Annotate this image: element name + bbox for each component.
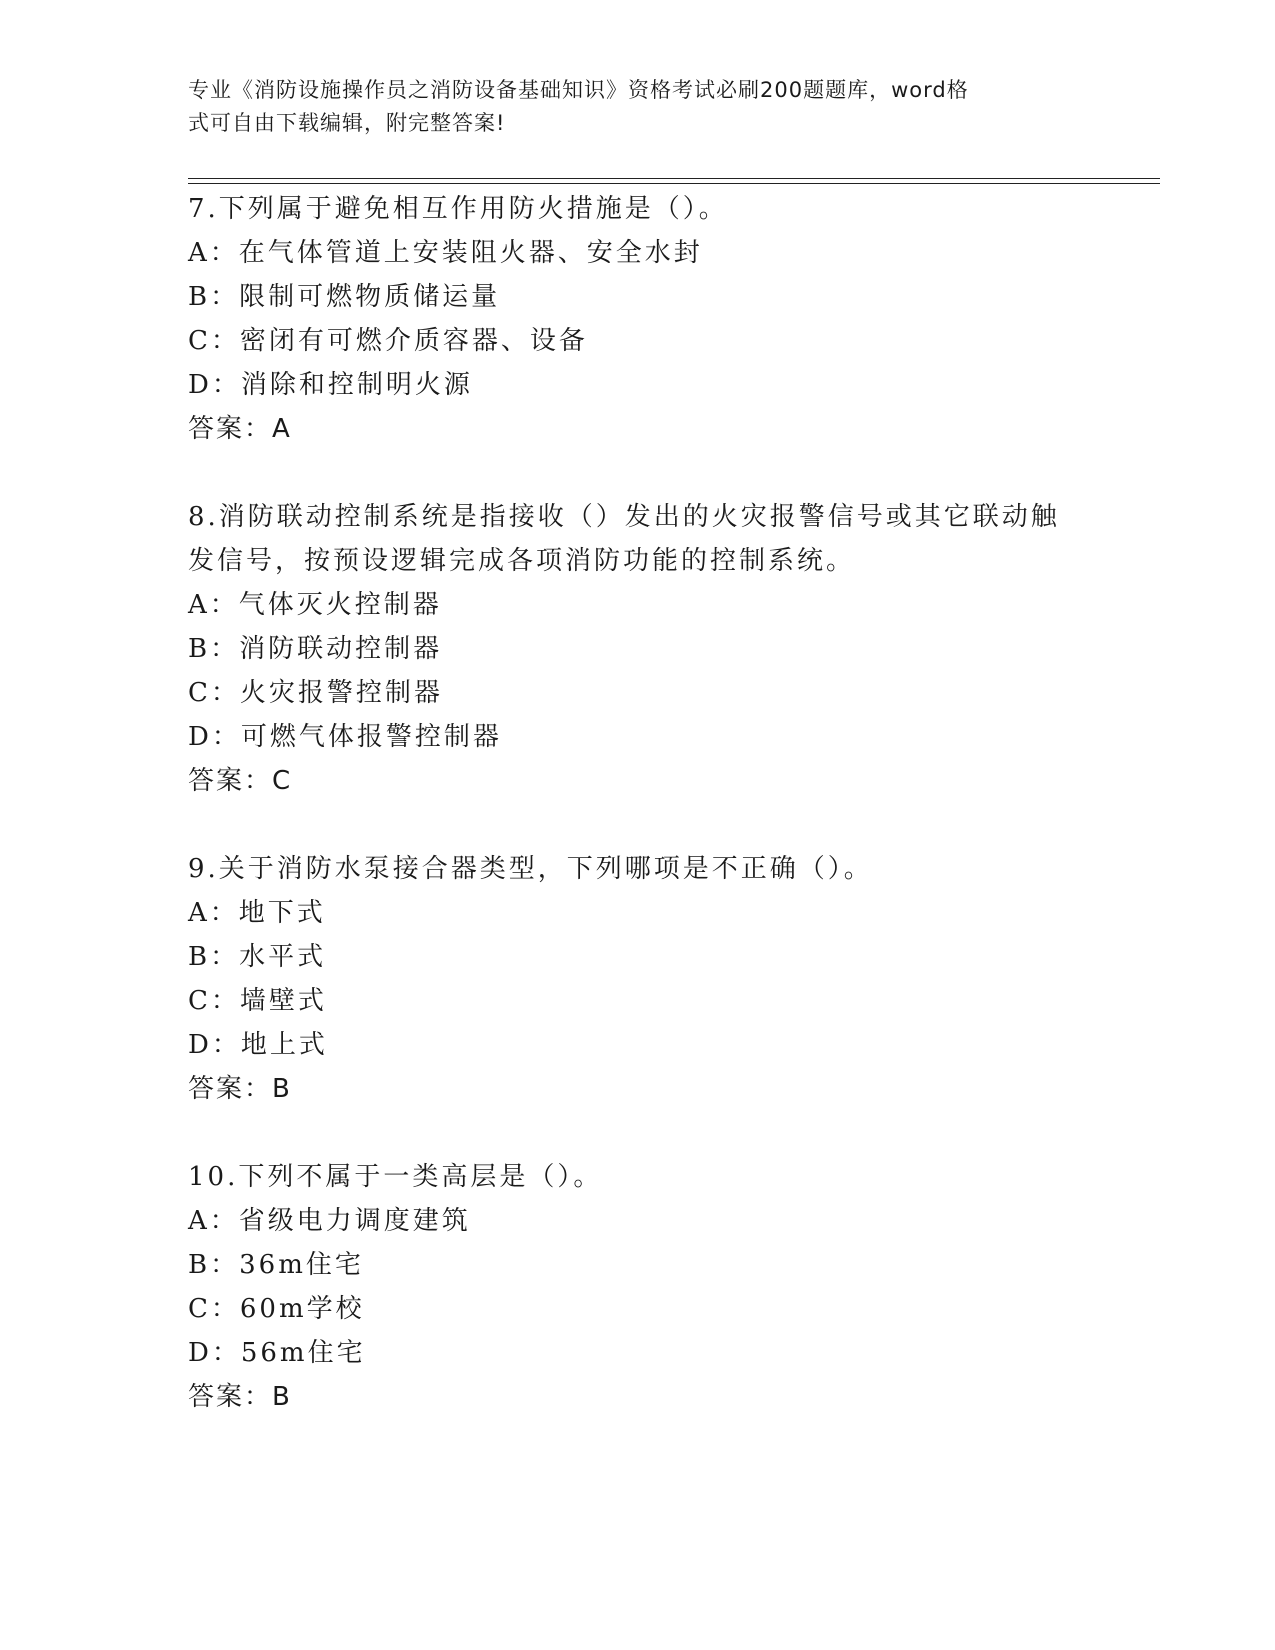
question-7-option-c: C：密闭有可燃介质容器、设备 [188, 326, 588, 356]
question-8-option-b: B：消防联动控制器 [188, 634, 443, 664]
question-8-answer: 答案：C [188, 766, 293, 796]
question-7-option-a: A：在气体管道上安装阻火器、安全水封 [188, 238, 703, 268]
question-9-option-d: D：地上式 [188, 1030, 328, 1060]
question-10-option-c: C：60m学校 [188, 1294, 365, 1324]
header-line-2: 式可自由下载编辑，附完整答案! [188, 111, 506, 135]
question-8-stem-line-2: 发信号，按预设逻辑完成各项消防功能的控制系统。 [188, 546, 856, 576]
question-9-option-c: C：墙壁式 [188, 986, 327, 1016]
question-10-option-a: A：省级电力调度建筑 [188, 1206, 471, 1236]
question-9-stem-line-1: 9.关于消防水泵接合器类型，下列哪项是不正确（）。 [188, 854, 873, 884]
question-8-option-d: D：可燃气体报警控制器 [188, 722, 502, 752]
question-9-answer: 答案：B [188, 1074, 292, 1104]
question-8-stem-line-1: 8.消防联动控制系统是指接收（）发出的火灾报警信号或其它联动触 [188, 502, 1060, 532]
question-7-option-d: D：消除和控制明火源 [188, 370, 473, 400]
question-8-option-c: C：火灾报警控制器 [188, 678, 443, 708]
question-9-option-b: B：水平式 [188, 942, 327, 972]
document-header [188, 74, 1068, 140]
question-10-option-b: B：36m住宅 [188, 1250, 364, 1280]
question-8-option-a: A：气体灭火控制器 [188, 590, 442, 620]
question-9-option-a: A：地下式 [188, 898, 326, 928]
header-line-1: 专业《消防设施操作员之消防设备基础知识》资格考试必刷200题题库，word格 [188, 78, 969, 102]
header-divider-top [188, 178, 1160, 179]
question-7-option-b: B：限制可燃物质储运量 [188, 282, 501, 312]
question-7-answer: 答案：A [188, 414, 292, 444]
question-10-option-d: D：56m住宅 [188, 1338, 366, 1368]
question-10-stem-line-1: 10.下列不属于一类高层是（）。 [188, 1162, 603, 1192]
question-10-answer: 答案：B [188, 1382, 292, 1412]
header-divider-bottom [188, 183, 1160, 184]
question-7-stem-line-1: 7.下列属于避免相互作用防火措施是（）。 [188, 194, 728, 224]
